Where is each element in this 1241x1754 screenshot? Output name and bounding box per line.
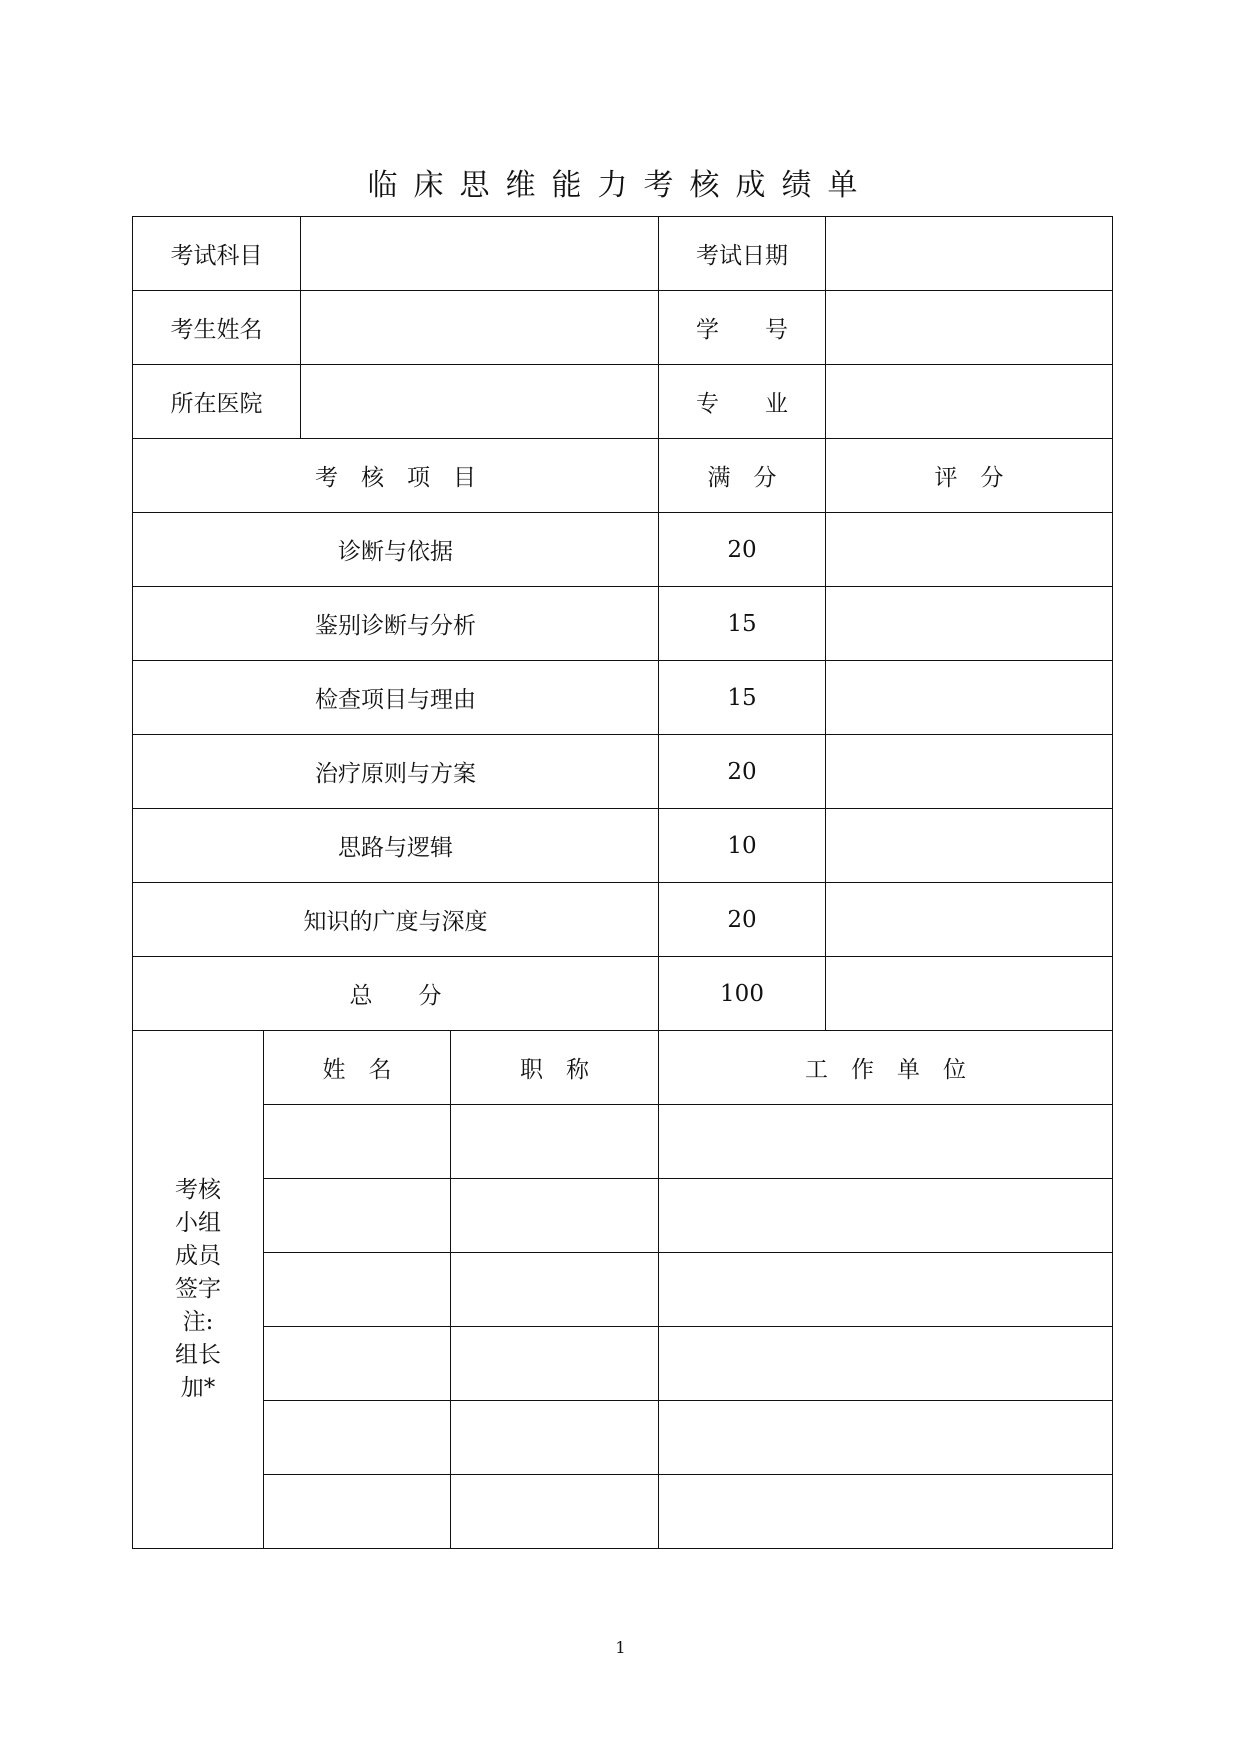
signer-title-field[interactable] xyxy=(451,1105,659,1179)
subject-field[interactable] xyxy=(301,217,659,291)
signer-unit-field[interactable] xyxy=(659,1105,1113,1179)
name-label: 考生姓名 xyxy=(133,291,301,365)
score-form-table xyxy=(132,216,1113,1549)
total-full-score: 100 xyxy=(659,957,826,1031)
signer-name-field[interactable] xyxy=(264,1105,451,1179)
total-score-field[interactable] xyxy=(826,957,1113,1031)
signature-label-line: 小组 xyxy=(175,1210,221,1236)
signer-unit-field[interactable] xyxy=(659,1253,1113,1327)
hospital-label: 所在医院 xyxy=(133,365,301,439)
signer-title-field[interactable] xyxy=(451,1253,659,1327)
item-score-field[interactable] xyxy=(826,587,1113,661)
signer-title-field[interactable] xyxy=(451,1475,659,1549)
item-name: 知识的广度与深度 xyxy=(133,883,659,957)
date-label: 考试日期 xyxy=(659,217,826,291)
scoring-header-row xyxy=(133,439,1113,513)
full-score-header: 满 分 xyxy=(659,439,826,513)
signer-row xyxy=(133,1327,1113,1401)
signature-header-row xyxy=(133,1031,1113,1105)
page-number: 1 xyxy=(615,1638,626,1657)
item-name: 治疗原则与方案 xyxy=(133,735,659,809)
total-row xyxy=(133,957,1113,1031)
scoring-item-row xyxy=(133,587,1113,661)
item-full-score: 15 xyxy=(659,587,826,661)
signer-unit-header: 工 作 单 位 xyxy=(659,1031,1113,1105)
item-name: 检查项目与理由 xyxy=(133,661,659,735)
signer-row xyxy=(133,1253,1113,1327)
scoring-item-row xyxy=(133,883,1113,957)
signer-name-field[interactable] xyxy=(264,1327,451,1401)
total-label: 总 分 xyxy=(133,957,659,1031)
item-header: 考 核 项 目 xyxy=(133,439,659,513)
scoring-item-row xyxy=(133,735,1113,809)
signer-row xyxy=(133,1401,1113,1475)
signer-name-field[interactable] xyxy=(264,1475,451,1549)
info-row-hospital xyxy=(133,365,1113,439)
major-field[interactable] xyxy=(826,365,1113,439)
signer-unit-field[interactable] xyxy=(659,1327,1113,1401)
scoring-item-row xyxy=(133,513,1113,587)
hospital-field[interactable] xyxy=(301,365,659,439)
subject-label: 考试科目 xyxy=(133,217,301,291)
page-title: 临床思维能力考核成绩单 xyxy=(367,168,874,203)
signature-label-line: 成员 xyxy=(175,1243,221,1269)
item-full-score: 15 xyxy=(659,661,826,735)
signature-label-line: 组长 xyxy=(175,1342,221,1368)
score-header: 评 分 xyxy=(826,439,1113,513)
signer-title-header: 职 称 xyxy=(451,1031,659,1105)
item-full-score: 10 xyxy=(659,809,826,883)
signer-name-field[interactable] xyxy=(264,1179,451,1253)
item-name: 鉴别诊断与分析 xyxy=(133,587,659,661)
signature-label-line: 加* xyxy=(180,1375,216,1401)
signer-name-header: 姓 名 xyxy=(264,1031,451,1105)
signer-title-field[interactable] xyxy=(451,1179,659,1253)
scoring-item-row xyxy=(133,809,1113,883)
item-score-field[interactable] xyxy=(826,883,1113,957)
signature-label-line: 注: xyxy=(182,1309,214,1335)
signature-label-line: 考核 xyxy=(175,1177,221,1203)
signature-label-line: 签字 xyxy=(175,1276,221,1302)
scoring-item-row xyxy=(133,661,1113,735)
major-label: 专 业 xyxy=(659,365,826,439)
item-score-field[interactable] xyxy=(826,513,1113,587)
signature-section-label xyxy=(133,1031,264,1549)
signer-unit-field[interactable] xyxy=(659,1179,1113,1253)
signer-row xyxy=(133,1105,1113,1179)
item-full-score: 20 xyxy=(659,513,826,587)
item-name: 诊断与依据 xyxy=(133,513,659,587)
signer-name-field[interactable] xyxy=(264,1401,451,1475)
signer-unit-field[interactable] xyxy=(659,1475,1113,1549)
item-name: 思路与逻辑 xyxy=(133,809,659,883)
item-score-field[interactable] xyxy=(826,735,1113,809)
name-field[interactable] xyxy=(301,291,659,365)
student-id-field[interactable] xyxy=(826,291,1113,365)
info-row-subject xyxy=(133,217,1113,291)
signer-title-field[interactable] xyxy=(451,1401,659,1475)
signer-name-field[interactable] xyxy=(264,1253,451,1327)
signer-title-field[interactable] xyxy=(451,1327,659,1401)
signer-row xyxy=(133,1179,1113,1253)
date-field[interactable] xyxy=(826,217,1113,291)
item-full-score: 20 xyxy=(659,735,826,809)
info-row-name xyxy=(133,291,1113,365)
item-score-field[interactable] xyxy=(826,661,1113,735)
student-id-label: 学 号 xyxy=(659,291,826,365)
item-full-score: 20 xyxy=(659,883,826,957)
item-score-field[interactable] xyxy=(826,809,1113,883)
signer-row xyxy=(133,1475,1113,1549)
signer-unit-field[interactable] xyxy=(659,1401,1113,1475)
